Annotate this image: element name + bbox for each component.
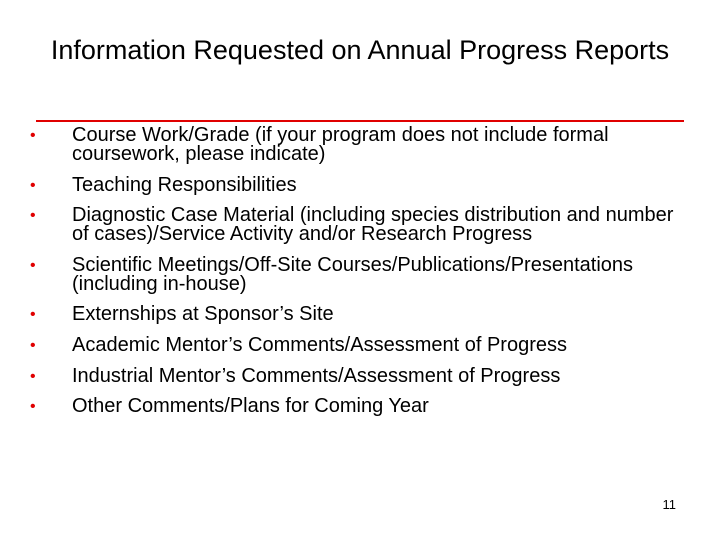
bullet-text: Course Work/Grade (if your program does not include formal coursework, please indicate) — [72, 124, 609, 165]
bullet-icon: • — [30, 336, 36, 354]
page-number: 11 — [662, 497, 676, 512]
bullet-text: Teaching Responsibilities — [72, 173, 297, 196]
list-item — [30, 173, 690, 196]
bullet-icon: • — [30, 256, 36, 274]
list-item — [30, 305, 690, 324]
list-item — [30, 253, 690, 295]
bullet-text: Other Comments/Plans for Coming Year — [72, 395, 429, 418]
list-item — [30, 206, 690, 244]
list-item — [30, 126, 690, 164]
bullet-text: Diagnostic Case Material (including species distribution and number of cases)/Service Activity and/or Research Progress — [72, 204, 674, 246]
bullet-icon: • — [30, 398, 36, 416]
bullet-text: Industrial Mentor’s Comments/Assessment of Progress — [72, 364, 561, 387]
bullet-icon: • — [30, 367, 36, 385]
bullet-icon: • — [30, 176, 36, 194]
bullet-text: Scientific Meetings/Off-Site Courses/Publications/Presentations (including in-house) — [72, 253, 634, 295]
bullet-text: Academic Mentor’s Comments/Assessment of Progress — [72, 333, 567, 356]
title-divider — [36, 120, 684, 122]
bullet-icon: • — [30, 127, 36, 144]
list-item — [30, 397, 690, 416]
list-item — [30, 333, 690, 356]
bullet-icon: • — [30, 207, 36, 225]
slide-title: Information Requested on Annual Progress Reports — [50, 35, 670, 65]
bullet-icon: • — [30, 306, 36, 324]
list-item — [30, 364, 690, 387]
bullet-list — [30, 126, 690, 416]
bullet-text: Externships at Sponsor’s Site — [72, 303, 334, 326]
